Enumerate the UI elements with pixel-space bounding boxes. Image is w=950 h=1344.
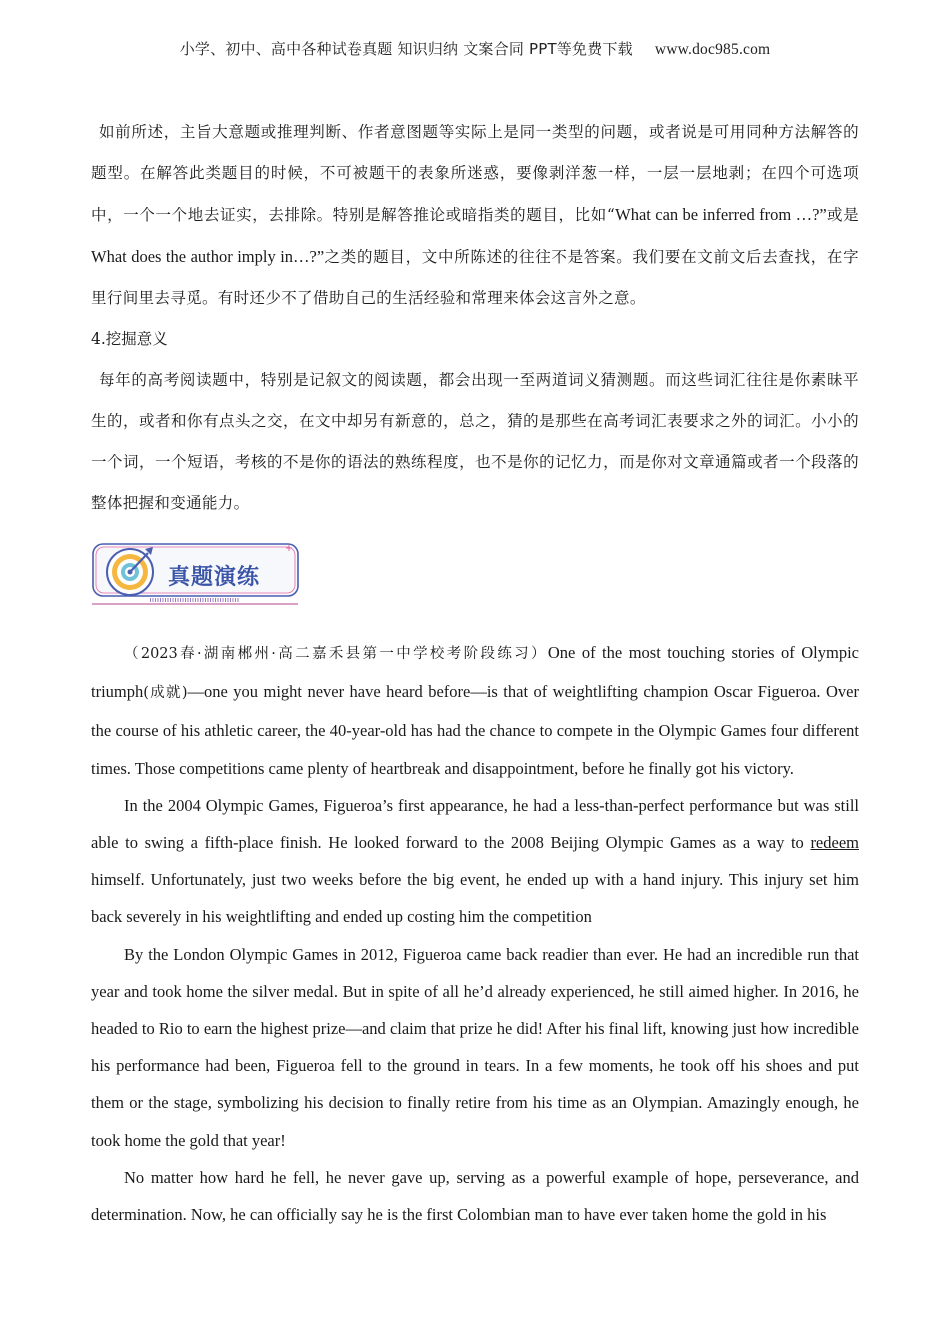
- page-header: [0, 38, 950, 59]
- banner-title: 真题演练: [168, 565, 261, 590]
- passage-paragraph-4: No matter how hard he fell, he never gave up, serving as a powerful example of hope, perseverance, and determination. Now, he can officially say he is the first Colombian man to have ever taken home the gold in his: [91, 1167, 859, 1225]
- intro-p1-quote1: What can be inferred from …?”: [615, 205, 827, 224]
- passage-p1-rest: —one you might never have heard before—is that of weightlifting champion Oscar Figueroa. Over the course of his athletic career, the 40-year-old has had the chance to compete in the Olympic Games four different times. Those competitions came plenty of heartbreak and disappointment, before he finally got his victory.: [91, 682, 859, 778]
- intro-p1-line1: 如前所述，主旨大意题或推理判断、作者意图题等实际上是同一类型的问题，或者说是可用同种方法解: [99, 123, 827, 141]
- header-url[interactable]: www.doc985.com: [654, 41, 771, 58]
- passage-paragraph-3: By the London Olympic Games in 2012, Figueroa came back readier than ever. He had an incredible run that year and took home the silver medal. But in spite of all he’d already experienced, he still aimed higher. In 2016, he headed to Rio to earn the highest prize—and claim that prize he did! After his final lift, knowing just how incredible his performance had been, Figueroa fell to the ground in tears. In a few moments, he took off his shoes and put them or the stage, symbolizing his decision to finally retire from his time as an Olympian. Amazingly enough, he took home the gold that year!: [91, 944, 859, 1150]
- intro-p1-end: 文后去查找，在字里行间里去寻觅。有时还少不了借助自己的生活经验和常理来体会这言外之意。: [91, 248, 859, 307]
- passage-source: （2023春·湖南郴州·高二嘉禾县第一中学校考阶段练习）: [124, 646, 548, 662]
- intro-paragraph-1: [91, 112, 859, 319]
- intro-p1-line2: 答的题型。在解答此类题目的时候，不可被题干的表象所迷惑，要像剥洋葱一样，一层一层地剥；在四: [91, 123, 859, 182]
- intro-p1-mid: 或是: [826, 206, 860, 224]
- practice-banner: [90, 540, 305, 612]
- intro-p1-line3: 个可选项中，一个一个地去证实，去排除。特别是解答推论或暗指类的题目，比如“: [91, 164, 859, 224]
- passage-p1-gloss: (成就): [143, 685, 188, 702]
- document-body: [91, 112, 859, 1233]
- passage-p2-start: In the 2004 Olympic Games, Figueroa’s first appearance, he had a less-than-perfect performance but was still able to swing a fifth-place finish. He looked forward to the 2008 Beijing Olympic Games as a way to: [91, 795, 859, 853]
- passage-paragraph-2: [91, 787, 859, 936]
- header-text: 小学、初中、高中各种试卷真题 知识归纳 文案合同 PPT等免费下载: [179, 40, 633, 58]
- passage-paragraph-1: [91, 634, 859, 787]
- intro-p1-tail: 之类的题目，文中所陈述的往往不是答案。我们要在文前: [324, 248, 730, 266]
- intro-p1-quote2: What does the author imply in…?”: [91, 247, 325, 266]
- passage-p1-start: One of the most touching stories of Olympic triumph: [91, 643, 859, 702]
- underlined-word-redeem: redeem: [810, 833, 859, 853]
- intro-paragraph-2: 每年的高考阅读题中，特别是记叙文的阅读题，都会出现一至两道词义猜测题。而这些词汇往往是你素昧平生的，或者和你有点头之交，在文中却另有新意的，总之，猜的是那些在高考词汇表要求之外的词汇。小小的一个词，一个短语，考核的不是你的语法的熟练程度，也不是你的记忆力，而是你对文章通篇或者一个段落的整体把握和变通能力。: [91, 371, 859, 512]
- section-heading-4: 4.挖掘意义: [91, 330, 168, 348]
- passage-p2-rest: himself. Unfortunately, just two weeks before the big event, he ended up with a hand injury. This injury set him back severely in his weightlifting and ended up costing him the competition: [91, 870, 859, 927]
